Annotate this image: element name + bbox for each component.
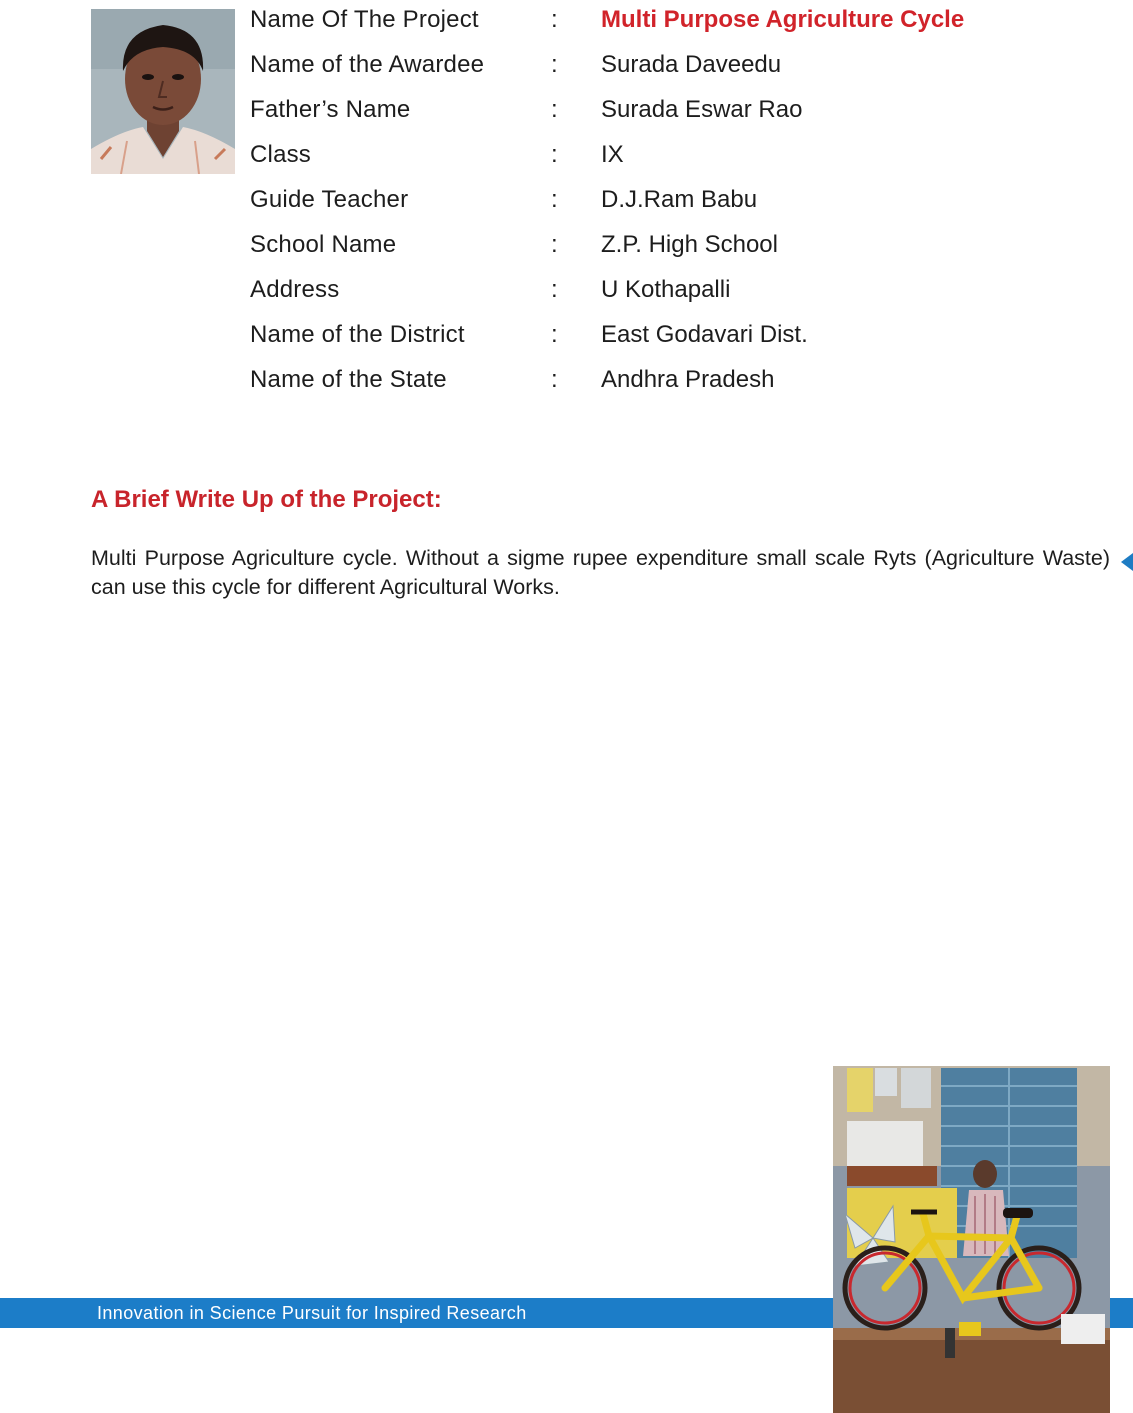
detail-separator: :: [551, 321, 558, 348]
triangle-marker-icon: [1121, 553, 1133, 571]
awardee-photo: [91, 9, 235, 174]
detail-value: Surada Eswar Rao: [601, 96, 803, 123]
detail-separator: :: [551, 96, 558, 123]
detail-label: Father’s Name: [250, 96, 411, 123]
detail-row-address: [250, 270, 1110, 315]
detail-separator: :: [551, 141, 558, 168]
detail-row-class: [250, 135, 1110, 180]
writeup-heading: A Brief Write Up of the Project:: [91, 486, 442, 513]
detail-separator: :: [551, 231, 558, 258]
detail-value: Surada Daveedu: [601, 51, 782, 78]
detail-label: Name of the Awardee: [250, 51, 485, 78]
detail-label: Name of the District: [250, 321, 465, 348]
detail-row-awardee: [250, 45, 1110, 90]
detail-value: East Godavari Dist.: [601, 321, 808, 348]
detail-separator: :: [551, 6, 558, 33]
detail-separator: :: [551, 51, 558, 78]
awardee-photo-image: [91, 9, 235, 174]
detail-row-school: [250, 225, 1110, 270]
detail-separator: :: [551, 366, 558, 393]
detail-label: Address: [250, 276, 340, 303]
detail-row-father: [250, 90, 1110, 135]
detail-value: IX: [601, 141, 624, 168]
detail-separator: :: [551, 276, 558, 303]
detail-label: Name Of The Project: [250, 6, 479, 33]
project-photo-image: [833, 1066, 1110, 1413]
detail-label: Guide Teacher: [250, 186, 409, 213]
detail-label: Class: [250, 141, 312, 168]
writeup-body: Multi Purpose Agriculture cycle. Without a sigme rupee expenditure small scale Ryts (Agriculture Waste) can use this cycle for different Agricultural Works.: [91, 546, 1110, 599]
awardee-details: [250, 0, 1110, 405]
detail-value: U Kothapalli: [601, 276, 731, 303]
detail-value: D.J.Ram Babu: [601, 186, 758, 213]
detail-value: Z.P. High School: [601, 231, 778, 258]
detail-row-guide-teacher: [250, 180, 1110, 225]
detail-label: Name of the State: [250, 366, 447, 393]
detail-row-state: [250, 360, 1110, 405]
detail-row-district: [250, 315, 1110, 360]
project-name: Multi Purpose Agriculture Cycle: [601, 6, 965, 33]
detail-value: Andhra Pradesh: [601, 366, 775, 393]
footer-tagline: Innovation in Science Pursuit for Inspired Research: [97, 1303, 527, 1323]
detail-separator: :: [551, 186, 558, 213]
project-photo: [833, 1066, 1110, 1413]
detail-row-project: [250, 0, 1110, 45]
detail-label: School Name: [250, 231, 397, 258]
